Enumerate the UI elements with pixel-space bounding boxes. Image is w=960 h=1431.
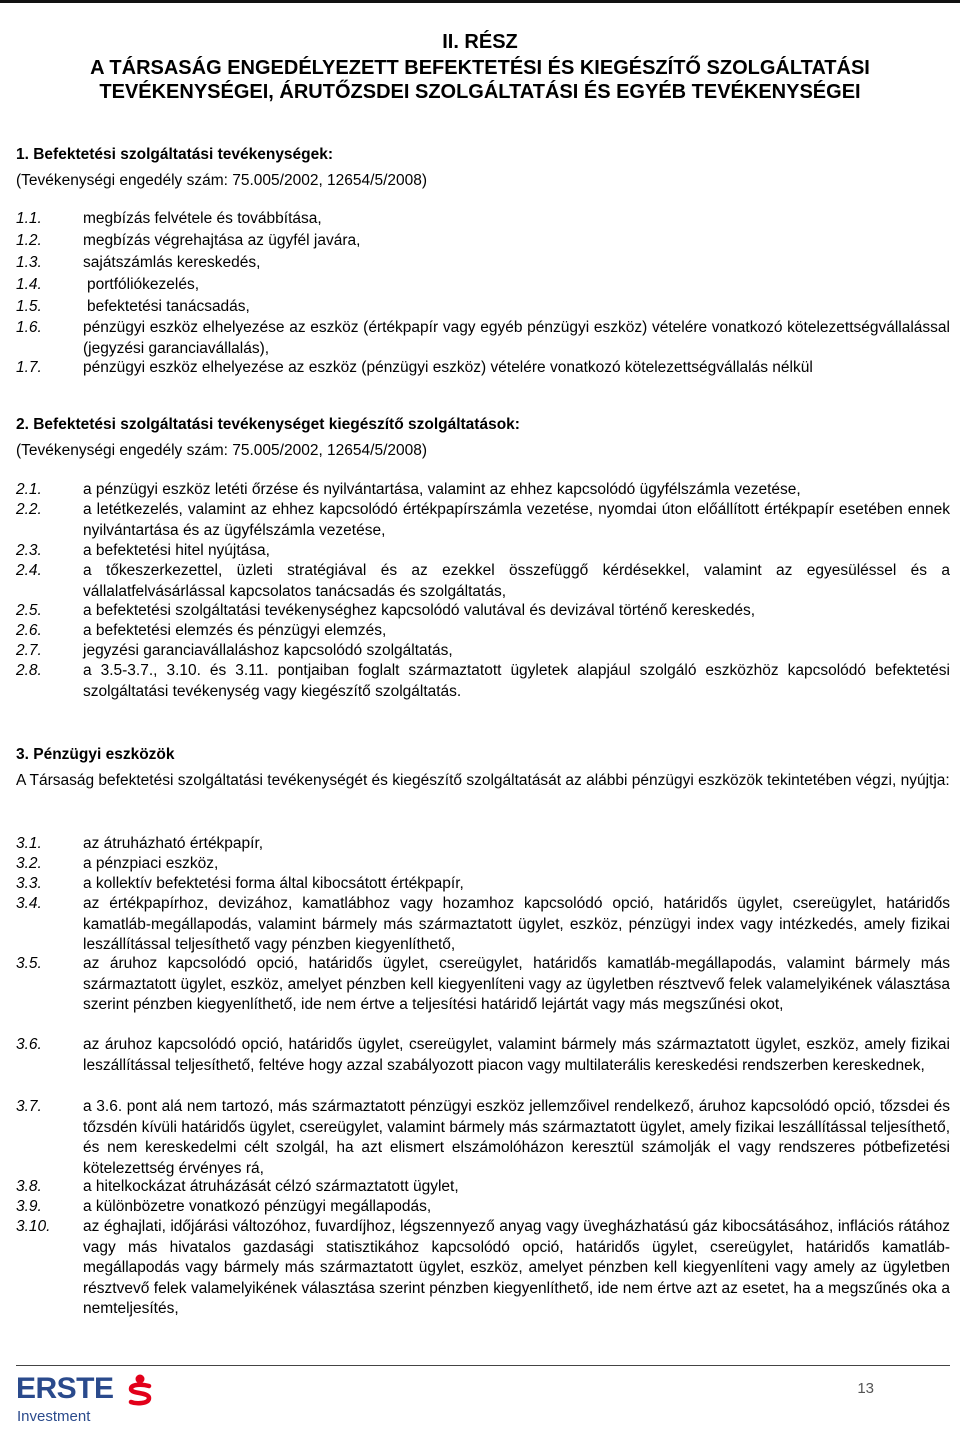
- item-number: 1.6.: [16, 319, 42, 336]
- item-text: pénzügyi eszköz elhelyezése az eszköz (pénzügyi eszköz) vételére vonatkozó kötelezettségvállalás nélkül: [83, 359, 813, 376]
- header-title-line-1: A TÁRSASÁG ENGEDÉLYEZETT BEFEKTETÉSI ÉS KIEGÉSZÍTŐ SZOLGÁLTATÁSI: [90, 57, 870, 79]
- item-number: 3.4.: [16, 895, 42, 912]
- top-rule: [0, 0, 960, 3]
- header-title-line-2: TEVÉKENYSÉGEI, ÁRUTŐZSDEI SZOLGÁLTATÁSI ÉS EGYÉB TEVÉKENYSÉGEI: [99, 81, 861, 103]
- item-number: 1.4.: [16, 276, 42, 293]
- item-text: a befektetési elemzés és pénzügyi elemzés,: [83, 622, 387, 639]
- list-item: [16, 1097, 950, 1179]
- list-item: [16, 480, 950, 501]
- list-item: [16, 318, 950, 359]
- item-text: a befektetési hitel nyújtása,: [83, 542, 270, 559]
- list-item: [16, 834, 950, 855]
- item-text: a kollektív befektetési forma által kibocsátott értékpapír,: [83, 875, 464, 892]
- section-3-intro: A Társaság befektetési szolgáltatási tevékenységét és kiegészítő szolgáltatását az alábbi pénzügyi eszközök tekintetében végzi, nyújtja:: [16, 772, 950, 789]
- list-item: [16, 894, 950, 956]
- item-number: 2.4.: [16, 562, 42, 579]
- item-number: 3.10.: [16, 1218, 51, 1235]
- list-item: [16, 1197, 950, 1218]
- section-1-heading: 1. Befektetési szolgáltatási tevékenységek:: [16, 146, 334, 163]
- item-number: 3.1.: [16, 835, 42, 852]
- item-text: az átruházható értékpapír,: [83, 835, 264, 852]
- list-item: [16, 275, 950, 296]
- list-item: [16, 854, 950, 875]
- item-text: az áruhoz kapcsolódó opció, határidős ügylet, csereügylet, határidős kamatláb-megállapodás, valamint bármely más származtatott ügylet, eszköz, amelyet pénzben kell kiegyenlíteni vagy az ügyletben résztvevő felek valamelyikének választása szerint pénzben kiegyenlíthető, ide nem értve a teljesítési határidő lejártát vagy más megszűnési okot,: [83, 955, 950, 1013]
- item-number: 2.1.: [16, 481, 42, 498]
- item-number: 1.1.: [16, 210, 42, 227]
- item-text: a 3.5-3.7., 3.10. és 3.11. pontjaiban foglalt származtatott ügyletek alapjául szolgáló eszközhöz kapcsolódó befektetési szolgáltatási tevékenység vagy kiegészítő szolgáltatás.: [83, 662, 950, 700]
- item-number: 3.3.: [16, 875, 42, 892]
- item-text: az éghajlati, időjárási változóhoz, fuvardíjhoz, légszennyező anyag vagy üvegházhatású gáz kibocsátásához, inflációs rátához vagy más hivatalos gazdasági statisztikához kapcsolódó opció, határidős ügylet, csereügylet, határidős kamatláb-megállapodás vagy bármely más származtatott ügylet, eszköz, amelyet pénzben kell kiegyenlíteni vagy amely az ügyletben résztvevő felek valamelyikének választása szerint pénzben kiegyenlíthető, ide nem értve azt az esetet, ha a megszűnés oka a nemteljesítés,: [83, 1218, 950, 1317]
- item-text: a tőkeszerkezettel, üzleti stratégiával és az ezekkel összefüggő kérdésekkel, valamint az egyesüléssel és a vállalatfelvásárlással kapcsolatos tanácsadás és szolgáltatás,: [83, 562, 950, 600]
- list-item: [16, 641, 950, 662]
- item-text: megbízás felvétele és továbbítása,: [83, 210, 322, 227]
- logo-subtitle: Investment: [17, 1408, 91, 1425]
- list-item: [16, 231, 950, 252]
- section-3-heading: 3. Pénzügyi eszközök: [16, 746, 175, 763]
- list-item: [16, 874, 950, 895]
- erste-s-icon: [128, 1374, 152, 1406]
- footer-rule: [16, 1365, 950, 1366]
- logo-wordmark: ERSTE: [16, 1372, 114, 1405]
- page-number: 13: [857, 1380, 874, 1397]
- list-item: [16, 1177, 950, 1198]
- list-item: [16, 561, 950, 602]
- item-number: 1.3.: [16, 254, 42, 271]
- list-item: [16, 500, 950, 541]
- item-number: 3.9.: [16, 1198, 42, 1215]
- item-number: 2.7.: [16, 642, 42, 659]
- item-number: 1.7.: [16, 359, 42, 376]
- item-text: a különbözetre vonatkozó pénzügyi megállapodás,: [83, 1198, 432, 1215]
- list-item: [16, 601, 950, 622]
- item-text: az értékpapírhoz, devizához, kamatlábhoz vagy hozamhoz kapcsolódó opció, határidős ügylet, csereügylet, határidős kamatláb-megállapodás, valamint bármely más származtatott ügylet, eszköz, pénzügyi index vagy intézkedés, amely fizikai leszállítással teljesíthető vagy pénzben kiegyenlíthető,: [83, 895, 950, 953]
- section-2-license: (Tevékenységi engedély szám: 75.005/2002, 12654/5/2008): [16, 442, 428, 459]
- section-2-heading: 2. Befektetési szolgáltatási tevékenységet kiegészítő szolgáltatások:: [16, 416, 520, 433]
- list-item: [16, 297, 950, 318]
- item-number: 2.6.: [16, 622, 42, 639]
- item-text: befektetési tanácsadás,: [87, 298, 250, 315]
- item-number: 3.5.: [16, 955, 42, 972]
- item-text: portfóliókezelés,: [87, 276, 200, 293]
- list-item: [16, 954, 950, 1016]
- item-number: 2.3.: [16, 542, 42, 559]
- item-text: az áruhoz kapcsolódó opció, határidős ügylet, csereügylet, valamint bármely más származtatott ügylet, eszköz, amely fizikai leszállítással teljesíthető, feltéve hogy azzal szabályozott piacon vagy multilaterális kereskedési rendszerben kereskednek,: [83, 1036, 950, 1074]
- item-text: a pénzpiaci eszköz,: [83, 855, 219, 872]
- list-item: [16, 621, 950, 642]
- item-number: 1.2.: [16, 232, 42, 249]
- list-item: [16, 209, 950, 230]
- item-number: 3.6.: [16, 1036, 42, 1053]
- item-number: 2.5.: [16, 602, 42, 619]
- list-item: [16, 1217, 950, 1320]
- list-item: [16, 661, 950, 702]
- list-item: [16, 253, 950, 274]
- item-text: a 3.6. pont alá nem tartozó, más származtatott pénzügyi eszköz jellemzőivel rendelkező, áruhoz kapcsolódó opció, tőzsdei és tőzsdén kívüli határidős ügylet, csereügylet, valamint bármely más származtatott ügylet, amely fizikai leszállítással teljesíthető, és nem kereskedelmi célt szolgál, ha azt elismert elszámolóházon keresztül számolják el vagy rendszeres pótbefizetési kötelezettség érvényes rá,: [83, 1098, 950, 1177]
- item-number: 3.7.: [16, 1098, 42, 1115]
- item-text: a letétkezelés, valamint az ehhez kapcsolódó értékpapírszámla vezetése, nyomdai úton előállított értékpapír esetében ennek nyilvántartása és az ügyfélszámla vezetése,: [83, 501, 950, 539]
- section-1-license: (Tevékenységi engedély szám: 75.005/2002, 12654/5/2008): [16, 172, 428, 189]
- part-title: II. RÉSZ: [442, 31, 518, 53]
- item-text: jegyzési garanciavállaláshoz kapcsolódó szolgáltatás,: [83, 642, 453, 659]
- list-item: [16, 358, 950, 379]
- item-text: a befektetési szolgáltatási tevékenységhez kapcsolódó valutával és devizával történő kereskedés,: [83, 602, 756, 619]
- item-number: 3.2.: [16, 855, 42, 872]
- erste-investment-logo: [16, 1372, 156, 1428]
- item-number: 3.8.: [16, 1178, 42, 1195]
- item-number: 2.8.: [16, 662, 42, 679]
- item-text: a pénzügyi eszköz letéti őrzése és nyilvántartása, valamint az ehhez kapcsolódó ügyfélszámla vezetése,: [83, 481, 801, 498]
- list-item: [16, 1035, 950, 1076]
- item-text: sajátszámlás kereskedés,: [83, 254, 261, 271]
- list-item: [16, 541, 950, 562]
- item-text: a hitelkockázat átruházását célzó származtatott ügylet,: [83, 1178, 459, 1195]
- item-text: pénzügyi eszköz elhelyezése az eszköz (értékpapír vagy egyéb pénzügyi eszköz) vételére vonatkozó kötelezettségvállalással (jegyzési garanciavállalás),: [83, 319, 950, 357]
- item-number: 1.5.: [16, 298, 42, 315]
- item-number: 2.2.: [16, 501, 42, 518]
- item-text: megbízás végrehajtása az ügyfél javára,: [83, 232, 361, 249]
